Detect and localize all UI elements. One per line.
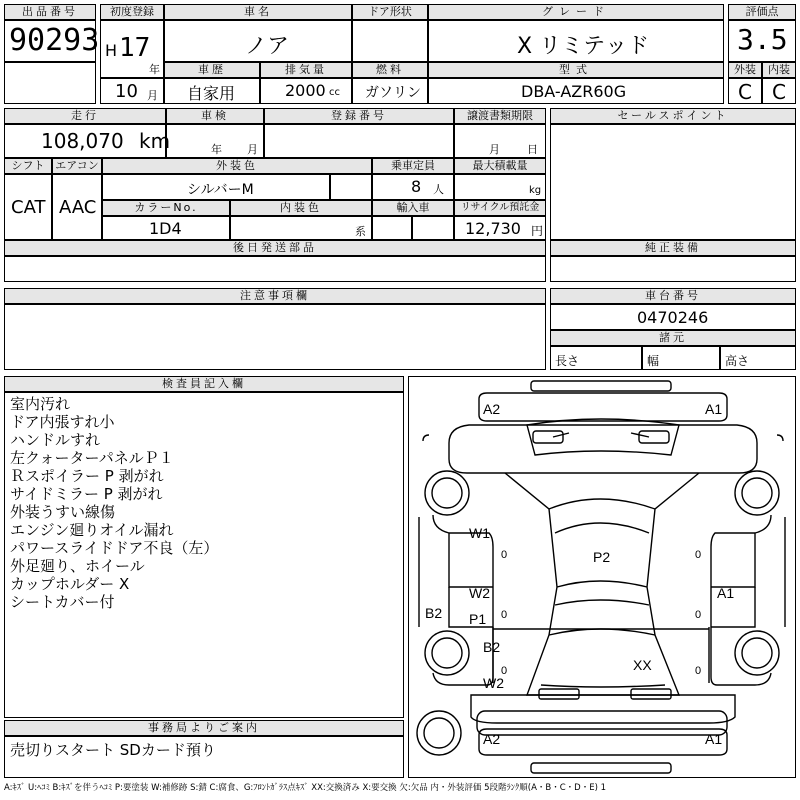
dmg-xx: XX [633, 657, 652, 673]
plate-header: 登録番号 [264, 108, 454, 124]
legend: A:ｷｽﾞ U:ﾍｺﾐ B:ｷｽﾞを伴うﾍｺﾐ P:要塗装 W:補修跡 S:錆 C:腐食、G:ﾌﾛﾝﾄｶﾞﾗｽ点ｷｽﾞ XX:交換済み X:要交換 欠:欠品 内・外装評価 5段階ﾗﾝｸ順(A・B・C・D・E) 1 [4, 783, 607, 793]
zero-mark: 0 [695, 609, 702, 621]
car-outline [409, 377, 795, 777]
score-header: 評価点 [728, 4, 796, 20]
reg-year: 17 [119, 33, 151, 63]
inspector-note: カップホルダー X [10, 575, 130, 593]
office-note: 売切りスタート SDカード預り [10, 741, 216, 759]
displacement-unit: cc [329, 87, 340, 98]
zero-mark: 0 [695, 665, 702, 677]
model-code: DBA-AZR60G [521, 82, 627, 101]
year-unit: 年 [149, 63, 160, 76]
inspection-header: 車検 [166, 108, 264, 124]
reg-month: 10 [115, 81, 138, 102]
exterior-color: シルバーM [187, 182, 254, 198]
history-header: 車歴 [164, 62, 260, 78]
inspection-year-unit: 年 [211, 143, 222, 156]
interior-score: C [772, 80, 786, 104]
dmg-w1: W1 [469, 525, 490, 541]
inspection-cell [166, 124, 264, 158]
transfer-header: 譲渡書類期限 [454, 108, 546, 124]
inspector-note: エンジン廻りオイル漏れ [10, 521, 174, 539]
recycle: 12,730 [465, 219, 521, 238]
dmg-b2-mid: B2 [483, 639, 501, 655]
door-header: ドア形状 [352, 4, 428, 20]
transfer-month-unit: 月 [489, 143, 500, 156]
later-parts-header: 後日発送部品 [4, 240, 546, 256]
inspector-note: Ｒスポイラー P 剥がれ [10, 467, 164, 485]
recycle-header: リサイクル預託金 [454, 200, 546, 216]
sales-points-header: セールスポイント [550, 108, 796, 124]
office-cell [4, 736, 404, 778]
later-parts-cell [4, 256, 546, 282]
plate-cell [264, 124, 454, 158]
capacity-unit: 人 [433, 183, 444, 196]
dmg-a2-bottom: A2 [483, 731, 501, 747]
fuel-cell [352, 78, 428, 104]
car-name-cell [164, 20, 352, 62]
inspector-note: 室内汚れ [10, 395, 71, 413]
recycle-cell [454, 216, 546, 240]
inspection-month-unit: 月 [247, 143, 258, 156]
shift: CAT [11, 197, 46, 218]
era: H [105, 41, 118, 60]
import-cell-b [412, 216, 454, 240]
inspector-note: サイドミラー P 剥がれ [10, 485, 163, 503]
chassis-no: 0470246 [637, 308, 709, 327]
lot-number: 90293 [9, 23, 100, 58]
dmg-p2: P2 [593, 549, 611, 565]
shift-header: シフト [4, 158, 52, 174]
color-no-cell [102, 216, 230, 240]
color-no: 1D4 [149, 219, 182, 238]
reg-month-cell [100, 78, 164, 104]
lot-no-header: 出品番号 [4, 4, 96, 20]
ac-header: エアコン [52, 158, 102, 174]
length-label: 長さ [555, 354, 580, 368]
notes-header: 注意事項欄 [4, 288, 546, 304]
capacity-cell [372, 174, 454, 200]
first-reg-header: 初度登録 [100, 4, 164, 20]
displacement: 2000 [285, 81, 326, 100]
displacement-header: 排気量 [260, 62, 352, 78]
lot-blank [4, 62, 96, 104]
office-header: 事務局よりご案内 [4, 720, 404, 736]
sales-points-cell [550, 124, 796, 240]
transfer-cell [454, 124, 546, 158]
zero-mark: 0 [501, 609, 508, 621]
dmg-a1-mid: A1 [717, 585, 735, 601]
capacity-header: 乗車定員 [372, 158, 454, 174]
specs-header: 諸元 [550, 330, 796, 346]
door-cell [352, 20, 428, 62]
dmg-b2-left: B2 [425, 605, 443, 621]
month-unit: 月 [147, 89, 158, 102]
inspector-note: 左クォーターパネルＰ１ [10, 449, 174, 467]
max-load-cell [454, 174, 546, 200]
dmg-w2-low: W2 [483, 675, 504, 691]
dmg-w2-mid: W2 [469, 585, 490, 601]
chassis-cell [550, 304, 796, 330]
width-label: 幅 [647, 354, 660, 368]
import-header: 輸入車 [372, 200, 454, 216]
height-cell [720, 346, 796, 370]
dmg-a1-bottom: A1 [705, 731, 723, 747]
chassis-header: 車台番号 [550, 288, 796, 304]
first-reg-cell [100, 20, 164, 78]
mileage: 108,070 [41, 129, 124, 153]
grade-header: グレード [428, 4, 724, 20]
exterior-color-cell [102, 174, 330, 200]
width-cell [642, 346, 720, 370]
interior-score-header: 内装 [762, 62, 796, 78]
transfer-day-unit: 日 [527, 143, 538, 156]
exterior-score-cell [728, 78, 762, 104]
model-code-cell [428, 78, 724, 104]
genuine-equipment-cell [550, 256, 796, 282]
car-name: ノア [245, 34, 290, 59]
capacity: 8 [411, 177, 422, 196]
mileage-unit: km [139, 129, 171, 153]
dmg-p1: P1 [469, 611, 487, 627]
model-code-header: 型式 [428, 62, 724, 78]
lot-no-cell [4, 20, 100, 62]
inspector-cell [4, 392, 404, 718]
ac: AAC [59, 197, 97, 218]
import-cell-a [372, 216, 412, 240]
color-no-header: カラーNo. [102, 200, 230, 216]
score-cell [728, 20, 796, 62]
car-name-header: 車名 [164, 4, 352, 20]
max-load-unit: kg [529, 185, 542, 196]
inspector-note: ドア内張すれ小 [10, 413, 115, 431]
exterior-color-extra [330, 174, 372, 200]
fuel: ガソリン [365, 85, 421, 101]
inspector-note: ハンドルすれ [10, 431, 101, 449]
zero-mark: 0 [695, 549, 702, 561]
interior-color-header: 内装色 [230, 200, 372, 216]
history-cell [164, 78, 260, 104]
grade: X リミテッド [517, 34, 650, 59]
dmg-a1-top: A1 [705, 401, 723, 417]
fuel-header: 燃料 [352, 62, 428, 78]
grade-cell [428, 20, 724, 62]
inspector-notes-list [10, 395, 218, 611]
length-cell [550, 346, 642, 370]
inspector-header: 検査員記入欄 [4, 376, 404, 392]
inspector-note: パワースライドドア不良（左） [10, 539, 219, 557]
dmg-a2-top: A2 [483, 401, 501, 417]
interior-score-cell [762, 78, 796, 104]
exterior-score: C [738, 80, 752, 104]
history: 自家用 [187, 84, 236, 103]
genuine-equipment-header: 純正装備 [550, 240, 796, 256]
interior-color-suffix: 系 [355, 225, 366, 238]
ac-cell [52, 174, 102, 240]
exterior-score-header: 外装 [728, 62, 762, 78]
height-label: 高さ [725, 354, 750, 368]
inspector-note: シートカバー付 [10, 593, 115, 611]
exterior-color-header: 外装色 [102, 158, 372, 174]
recycle-unit: 円 [531, 224, 544, 238]
mileage-cell [4, 124, 171, 158]
mileage-header: 走行 [4, 108, 166, 124]
max-load-header: 最大積載量 [454, 158, 546, 174]
inspector-note: 外足廻り、ホイール [10, 557, 145, 575]
zero-mark: 0 [501, 665, 508, 677]
inspector-note: 外装うすい線傷 [10, 503, 116, 521]
shift-cell [4, 174, 52, 240]
notes-cell [4, 304, 546, 370]
interior-color-cell [230, 216, 372, 240]
zero-mark: 0 [501, 549, 508, 561]
damage-map [408, 376, 796, 778]
score: 3.5 [737, 23, 788, 56]
displacement-cell [260, 78, 352, 104]
